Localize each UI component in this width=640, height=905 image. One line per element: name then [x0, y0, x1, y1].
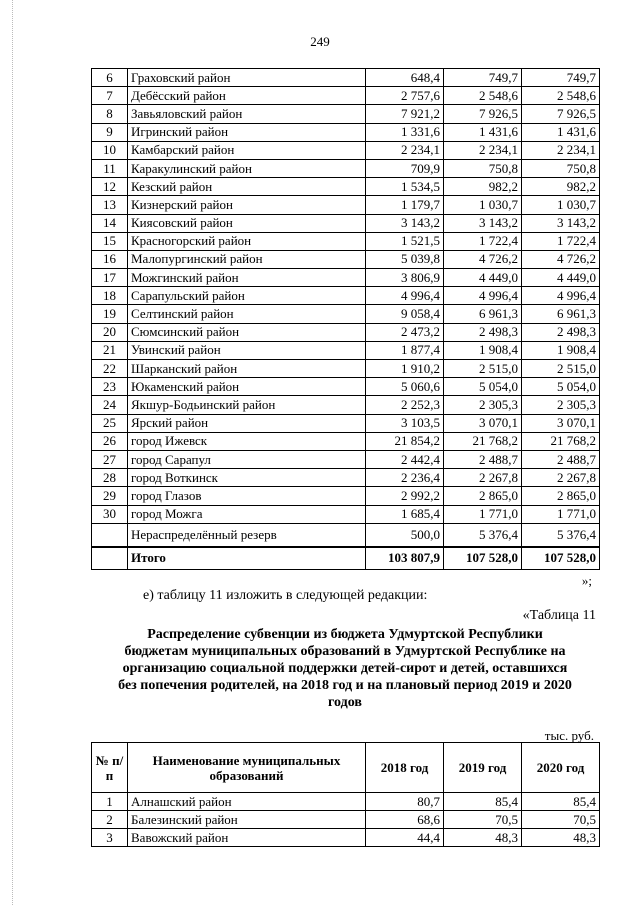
total-row	[92, 547, 600, 570]
row-name: Увинский район	[128, 341, 366, 359]
row-number: 2	[92, 811, 128, 829]
value-2020: 2 267,8	[522, 469, 600, 487]
value-2018: 80,7	[366, 793, 444, 811]
subvention-table-continued	[91, 68, 600, 570]
value-2020: 750,8	[522, 159, 600, 177]
row-number: 19	[92, 305, 128, 323]
row-name: Сюмсинский район	[128, 323, 366, 341]
table-cell	[92, 523, 128, 547]
value-2019: 70,5	[444, 811, 522, 829]
header-2019: 2019 год	[444, 743, 522, 793]
value-2020: 2 305,3	[522, 396, 600, 414]
table-row	[92, 159, 600, 177]
row-name: Граховский район	[128, 69, 366, 87]
header-row	[92, 743, 600, 793]
value-2018: 2 442,4	[366, 450, 444, 468]
row-name: Камбарский район	[128, 141, 366, 159]
row-name: Шарканский район	[128, 360, 366, 378]
total-2018: 103 807,9	[366, 547, 444, 570]
table-row	[92, 432, 600, 450]
value-2019: 85,4	[444, 793, 522, 811]
row-number: 11	[92, 159, 128, 177]
table-row	[92, 450, 600, 468]
table-row	[92, 378, 600, 396]
table-row	[92, 829, 600, 847]
value-2018: 4 996,4	[366, 287, 444, 305]
row-number: 12	[92, 178, 128, 196]
value-2019: 5 054,0	[444, 378, 522, 396]
value-2020: 21 768,2	[522, 432, 600, 450]
value-2019: 750,8	[444, 159, 522, 177]
table-row	[92, 396, 600, 414]
value-2019: 2 548,6	[444, 87, 522, 105]
header-name: Наименование муниципальных образований	[128, 743, 366, 793]
value-2019: 1 431,6	[444, 123, 522, 141]
value-2020: 2 488,7	[522, 450, 600, 468]
table-row	[92, 469, 600, 487]
table-row	[92, 105, 600, 123]
total-2019: 107 528,0	[444, 547, 522, 570]
table-row	[92, 214, 600, 232]
value-2018: 1 910,2	[366, 360, 444, 378]
row-name: Балезинский район	[128, 811, 366, 829]
value-2018: 44,4	[366, 829, 444, 847]
value-2019: 1 908,4	[444, 341, 522, 359]
value-2019: 4 449,0	[444, 269, 522, 287]
row-number: 27	[92, 450, 128, 468]
row-number: 28	[92, 469, 128, 487]
table-row	[92, 793, 600, 811]
table-row	[92, 87, 600, 105]
row-name: город Сарапул	[128, 450, 366, 468]
value-2020: 5 054,0	[522, 378, 600, 396]
row-name: город Можга	[128, 505, 366, 523]
row-name: Якшур-Бодьинский район	[128, 396, 366, 414]
row-number: 26	[92, 432, 128, 450]
value-2018: 5 060,6	[366, 378, 444, 396]
table-row	[92, 414, 600, 432]
row-name: Кизнерский район	[128, 196, 366, 214]
value-2018: 5 039,8	[366, 250, 444, 268]
value-2018: 2 757,6	[366, 87, 444, 105]
row-number: 9	[92, 123, 128, 141]
row-name: Дебёсский район	[128, 87, 366, 105]
row-name: Селтинский район	[128, 305, 366, 323]
page-number: 249	[310, 34, 330, 49]
value-2020: 4 726,2	[522, 250, 600, 268]
row-number: 13	[92, 196, 128, 214]
value-2019: 749,7	[444, 69, 522, 87]
value-2019: 48,3	[444, 829, 522, 847]
value-2020: 2 865,0	[522, 487, 600, 505]
value-2018: 709,9	[366, 159, 444, 177]
value-2020: 3 070,1	[522, 414, 600, 432]
value-2019: 1 722,4	[444, 232, 522, 250]
reserve-label: Нераспределённый резерв	[128, 523, 366, 547]
table-row	[92, 250, 600, 268]
value-2020: 48,3	[522, 829, 600, 847]
value-2020: 1 908,4	[522, 341, 600, 359]
value-2018: 2 252,3	[366, 396, 444, 414]
value-2020: 1 722,4	[522, 232, 600, 250]
row-number: 14	[92, 214, 128, 232]
row-number: 16	[92, 250, 128, 268]
row-name: Киясовский район	[128, 214, 366, 232]
value-2020: 70,5	[522, 811, 600, 829]
value-2019: 2 515,0	[444, 360, 522, 378]
table-row	[92, 232, 600, 250]
row-name: город Воткинск	[128, 469, 366, 487]
table-row	[92, 811, 600, 829]
header-number: № п/п	[92, 743, 128, 793]
table-row	[92, 360, 600, 378]
value-2018: 68,6	[366, 811, 444, 829]
row-number: 10	[92, 141, 128, 159]
value-2020: 749,7	[522, 69, 600, 87]
row-name: Каракулинский район	[128, 159, 366, 177]
value-2018: 2 992,2	[366, 487, 444, 505]
table-row	[92, 178, 600, 196]
table2-body	[92, 793, 600, 847]
amendment-paragraph: е) таблицу 11 изложить в следующей редакции:	[143, 588, 428, 603]
value-2019: 4 996,4	[444, 287, 522, 305]
value-2018: 1 534,5	[366, 178, 444, 196]
row-number: 25	[92, 414, 128, 432]
orphans-subvention-table	[91, 742, 600, 847]
value-2019: 2 488,7	[444, 450, 522, 468]
value-2020: 2 515,0	[522, 360, 600, 378]
value-2019: 2 267,8	[444, 469, 522, 487]
row-name: Красногорский район	[128, 232, 366, 250]
table-row	[92, 487, 600, 505]
value-2019: 3 070,1	[444, 414, 522, 432]
row-name: Завьяловский район	[128, 105, 366, 123]
table1-body	[92, 69, 600, 524]
table-row	[92, 341, 600, 359]
row-name: Можгинский район	[128, 269, 366, 287]
row-number: 15	[92, 232, 128, 250]
table-row	[92, 196, 600, 214]
row-number: 3	[92, 829, 128, 847]
value-2018: 1 521,5	[366, 232, 444, 250]
row-number: 17	[92, 269, 128, 287]
value-2018: 3 103,5	[366, 414, 444, 432]
value-2020: 4 449,0	[522, 269, 600, 287]
row-number: 23	[92, 378, 128, 396]
row-name: Игринский район	[128, 123, 366, 141]
table-row	[92, 323, 600, 341]
row-name: Юкаменский район	[128, 378, 366, 396]
value-2019: 1 030,7	[444, 196, 522, 214]
value-2018: 1 179,7	[366, 196, 444, 214]
value-2019: 21 768,2	[444, 432, 522, 450]
total-label: Итого	[128, 547, 366, 570]
value-2019: 7 926,5	[444, 105, 522, 123]
value-2020: 6 961,3	[522, 305, 600, 323]
value-2020: 1 771,0	[522, 505, 600, 523]
row-number: 29	[92, 487, 128, 505]
value-2019: 982,2	[444, 178, 522, 196]
header-2020: 2020 год	[522, 743, 600, 793]
reserve-2020: 5 376,4	[522, 523, 600, 547]
value-2018: 21 854,2	[366, 432, 444, 450]
value-2020: 7 926,5	[522, 105, 600, 123]
table-row	[92, 269, 600, 287]
value-2020: 2 234,1	[522, 141, 600, 159]
row-name: Вавожский район	[128, 829, 366, 847]
value-2019: 2 865,0	[444, 487, 522, 505]
closing-quote: »;	[581, 573, 592, 588]
table-row	[92, 123, 600, 141]
row-name: Малопургинский район	[128, 250, 366, 268]
row-name: Алнашский район	[128, 793, 366, 811]
row-number: 30	[92, 505, 128, 523]
value-2019: 4 726,2	[444, 250, 522, 268]
value-2018: 1 331,6	[366, 123, 444, 141]
reserve-2019: 5 376,4	[444, 523, 522, 547]
table-row	[92, 287, 600, 305]
value-2018: 2 234,1	[366, 141, 444, 159]
value-2018: 3 143,2	[366, 214, 444, 232]
table-label: «Таблица 11	[522, 608, 596, 623]
value-2020: 2 548,6	[522, 87, 600, 105]
reserve-2018: 500,0	[366, 523, 444, 547]
value-2019: 2 305,3	[444, 396, 522, 414]
value-2018: 2 473,2	[366, 323, 444, 341]
table-row	[92, 305, 600, 323]
row-name: Ярский район	[128, 414, 366, 432]
units-label: тыс. руб.	[544, 728, 594, 743]
row-number: 21	[92, 341, 128, 359]
value-2018: 2 236,4	[366, 469, 444, 487]
value-2018: 3 806,9	[366, 269, 444, 287]
row-number: 18	[92, 287, 128, 305]
row-number: 22	[92, 360, 128, 378]
value-2018: 9 058,4	[366, 305, 444, 323]
table-row	[92, 141, 600, 159]
row-number: 6	[92, 69, 128, 87]
value-2019: 2 498,3	[444, 323, 522, 341]
header-2018: 2018 год	[366, 743, 444, 793]
scan-margin-line	[12, 0, 13, 905]
value-2018: 648,4	[366, 69, 444, 87]
row-number: 24	[92, 396, 128, 414]
total-2020: 107 528,0	[522, 547, 600, 570]
row-number: 20	[92, 323, 128, 341]
row-name: город Ижевск	[128, 432, 366, 450]
value-2020: 2 498,3	[522, 323, 600, 341]
value-2020: 982,2	[522, 178, 600, 196]
value-2020: 3 143,2	[522, 214, 600, 232]
value-2020: 4 996,4	[522, 287, 600, 305]
row-number: 1	[92, 793, 128, 811]
value-2018: 1 877,4	[366, 341, 444, 359]
value-2018: 1 685,4	[366, 505, 444, 523]
value-2020: 1 030,7	[522, 196, 600, 214]
value-2019: 1 771,0	[444, 505, 522, 523]
table-row	[92, 69, 600, 87]
value-2020: 1 431,6	[522, 123, 600, 141]
row-name: Сарапульский район	[128, 287, 366, 305]
value-2019: 6 961,3	[444, 305, 522, 323]
table-row	[92, 505, 600, 523]
row-name: город Глазов	[128, 487, 366, 505]
table-cell	[92, 547, 128, 570]
table-heading: Распределение субвенции из бюджета Удмуртской Республики бюджетам муниципальных образований в Удмуртской Республике на организацию социальной поддержки детей-сирот и детей, оставшихся без попечения родителей, на 2018 год и на плановый период 2019 и 2020 годов	[118, 627, 572, 710]
value-2018: 7 921,2	[366, 105, 444, 123]
row-number: 8	[92, 105, 128, 123]
value-2020: 85,4	[522, 793, 600, 811]
row-number: 7	[92, 87, 128, 105]
value-2019: 3 143,2	[444, 214, 522, 232]
row-name: Кезский район	[128, 178, 366, 196]
reserve-row	[92, 523, 600, 547]
value-2019: 2 234,1	[444, 141, 522, 159]
